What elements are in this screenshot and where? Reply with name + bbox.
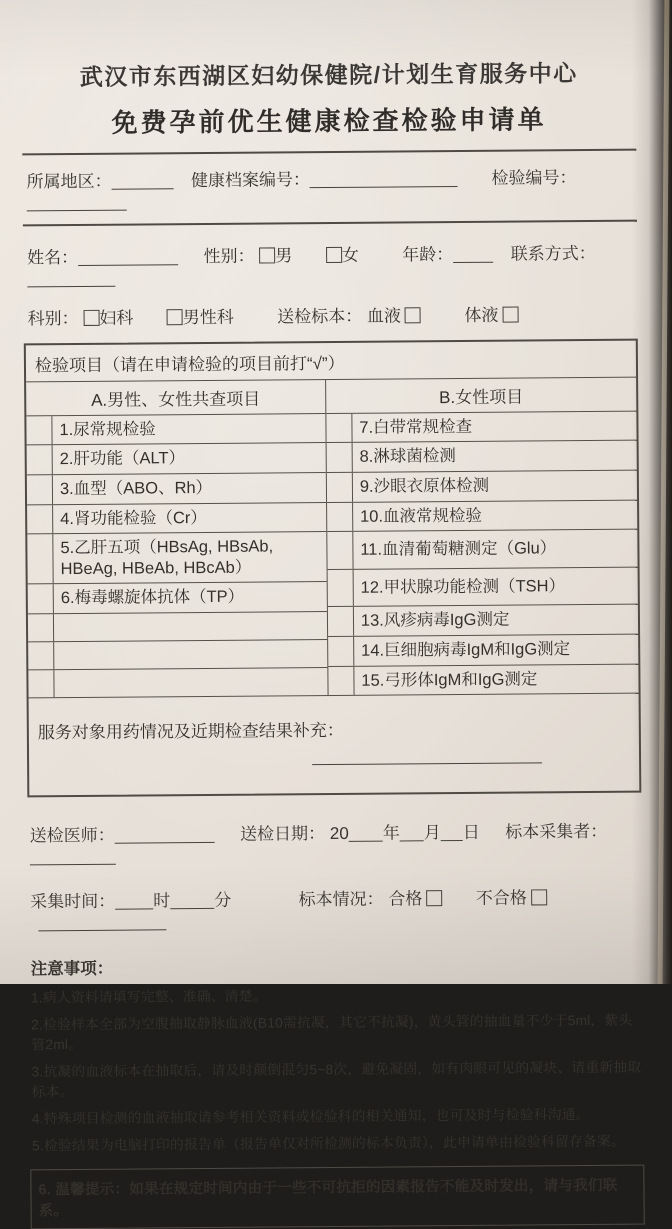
item-label: 9.沙眼衣原体检测 bbox=[359, 476, 490, 496]
tick-cell bbox=[327, 473, 353, 502]
doctor-blank bbox=[115, 824, 215, 844]
table-row bbox=[27, 443, 326, 475]
tick-cell bbox=[27, 475, 53, 504]
table-row bbox=[27, 503, 326, 535]
tick-cell bbox=[327, 502, 353, 531]
tick-cell bbox=[326, 414, 352, 443]
table-row bbox=[328, 605, 638, 637]
year-label: 年 bbox=[382, 823, 400, 843]
name-label: 姓名： bbox=[27, 247, 79, 268]
dept-label: 科别： bbox=[27, 308, 79, 329]
item-label: 12.甲状腺功能检测（TSH） bbox=[360, 576, 566, 597]
region-blank bbox=[111, 170, 173, 189]
status-blank bbox=[38, 911, 166, 931]
item-label: 6.梅毒螺旋体抗体（TP） bbox=[60, 588, 245, 608]
contact-label: 联系方式： bbox=[510, 243, 596, 264]
tick-cell bbox=[27, 446, 53, 475]
item-label: 3.血型（ABO、Rh） bbox=[59, 478, 213, 499]
notes-heading: 注意事项： bbox=[30, 959, 114, 979]
supplement-section bbox=[29, 693, 640, 796]
table-row bbox=[327, 567, 637, 607]
checkbox-gynecology bbox=[83, 310, 99, 326]
table-row bbox=[327, 471, 637, 503]
item-label: 7.白带常规检查 bbox=[359, 417, 473, 437]
collector-blank bbox=[30, 846, 116, 866]
region-label: 所属地区： bbox=[26, 171, 112, 192]
day-blank bbox=[441, 822, 463, 841]
table-row bbox=[327, 530, 637, 570]
tick-cell bbox=[327, 532, 353, 569]
specimen-label: 送检标本： bbox=[277, 306, 363, 327]
item-label: 4.肾功能检验（Cr） bbox=[60, 508, 207, 528]
item-label: 14.巨细胞病毒IgM和IgG测定 bbox=[361, 640, 571, 660]
tick-cell bbox=[26, 416, 52, 445]
header-row-ids bbox=[22, 151, 637, 227]
item-label: 13.风疹病毒IgG测定 bbox=[360, 611, 510, 631]
tick-cell bbox=[28, 670, 54, 697]
checkbox-blood bbox=[405, 307, 421, 323]
checkbox-qualified bbox=[426, 890, 442, 906]
hour-blank bbox=[115, 891, 153, 910]
checkbox-unqualified bbox=[531, 889, 547, 905]
tick-cell bbox=[328, 607, 354, 636]
table-row bbox=[328, 664, 638, 695]
table-row bbox=[26, 414, 325, 446]
checkbox-male bbox=[259, 247, 275, 263]
header-row-person bbox=[23, 238, 637, 289]
minute-blank bbox=[170, 890, 214, 909]
tick-cell bbox=[326, 443, 352, 472]
dept-gyn-label: 妇科 bbox=[99, 308, 134, 328]
table-row bbox=[326, 411, 636, 443]
male-label: 男 bbox=[275, 246, 293, 266]
status-label: 标本情况： bbox=[298, 889, 384, 910]
table-row bbox=[28, 582, 327, 614]
dept-andro-label: 男性科 bbox=[182, 307, 234, 327]
table-row-empty bbox=[28, 668, 327, 697]
age-blank bbox=[453, 244, 493, 263]
form-title: 免费孕前优生健康检查检验申请单 bbox=[111, 104, 547, 138]
tick-cell bbox=[328, 637, 354, 666]
note-item: 3.抗凝的血液标本在抽取后，请及时颠倒混匀5~8次，避免凝固，如有肉眼可见的凝块、请重新抽取标本。 bbox=[31, 1059, 642, 1100]
note-item: 2.检验样本全部为空腹抽取静脉血液(B10需抗凝，其它不抗凝)，黄头管的抽血量不少于5ml，紫头管2ml。 bbox=[31, 1012, 633, 1053]
send-date-label: 送检日期： bbox=[240, 824, 326, 845]
table-row bbox=[27, 532, 326, 585]
table-title: 检验项目（请在申请检验的项目前打“√”） bbox=[26, 340, 636, 382]
sign-row-doctor bbox=[28, 817, 642, 868]
tick-cell bbox=[27, 534, 53, 583]
collect-time-label: 采集时间： bbox=[30, 891, 116, 912]
month-blank bbox=[400, 823, 424, 842]
table-row-empty bbox=[28, 612, 327, 642]
archive-no-blank bbox=[310, 168, 458, 188]
checkbox-female bbox=[326, 247, 342, 263]
minute-label: 分 bbox=[214, 890, 232, 911]
column-a-header: A.男性、女性共查项目 bbox=[26, 380, 325, 416]
tick-cell bbox=[28, 614, 54, 641]
table-row bbox=[27, 473, 326, 505]
sign-row-time bbox=[28, 883, 642, 934]
item-label: 15.弓形体IgM和IgG测定 bbox=[361, 670, 538, 690]
specimen-fluid-label: 体液 bbox=[464, 305, 499, 325]
tick-cell bbox=[328, 667, 354, 696]
item-label: 2.肝功能（ALT） bbox=[59, 449, 186, 469]
female-label: 女 bbox=[341, 245, 359, 265]
archive-no-label: 健康档案编号： bbox=[190, 170, 311, 191]
checkbox-andrology bbox=[167, 309, 183, 325]
day-label: 日 bbox=[462, 823, 480, 843]
supplement-label: 服务对象用药情况及近期检查结果补充： bbox=[37, 721, 344, 743]
test-items-table bbox=[24, 338, 642, 797]
note-item: 5.检验结果为电脑打印的报告单（报告单仅对所检测的标本负责），此申请单由检验科留存备案。 bbox=[32, 1133, 626, 1154]
notes-section bbox=[29, 951, 645, 1155]
year-blank bbox=[349, 823, 383, 842]
gender-label: 性别： bbox=[203, 246, 255, 266]
item-label: 5.乙肝五项（HBsAg, HBsAb, HBeAg, HBeAb, HBcAb） bbox=[60, 537, 274, 578]
tick-cell bbox=[327, 570, 353, 607]
form-page bbox=[21, 0, 645, 1229]
item-label: 10.血液常规检验 bbox=[359, 506, 483, 526]
test-no-blank bbox=[27, 192, 127, 212]
organization-title: 武汉市东西湖区妇幼保健院/计划生育服务中心 bbox=[79, 60, 578, 90]
note-item: 4.特殊项目检测的血液抽取请参考相关资料或检验科的相关通知，也可及时与检验科沟通。 bbox=[31, 1106, 590, 1127]
item-label: 11.血清葡萄糖测定（Glu） bbox=[360, 539, 557, 559]
date-prefix: 20 bbox=[329, 824, 349, 844]
warm-tip-box: 6. 温馨提示：如果在规定时间内由于一些不可抗拒的因素报告不能及时发出，请与我们联系。 bbox=[30, 1165, 644, 1229]
checkbox-fluid bbox=[502, 306, 518, 322]
unqualified-label: 不合格 bbox=[475, 888, 527, 909]
table-row bbox=[328, 635, 638, 667]
qualified-label: 合格 bbox=[388, 889, 423, 909]
table-row-empty bbox=[28, 640, 327, 670]
item-label: 8.淋球菌检测 bbox=[359, 447, 456, 467]
table-row bbox=[327, 500, 637, 532]
column-shared-items bbox=[26, 380, 328, 698]
collector-label: 标本采集者： bbox=[505, 822, 608, 842]
tick-cell bbox=[27, 505, 53, 534]
test-no-label: 检验编号： bbox=[491, 168, 577, 188]
month-label: 月 bbox=[423, 823, 441, 843]
name-blank bbox=[78, 246, 178, 266]
age-label: 年龄： bbox=[402, 244, 454, 265]
doctor-label: 送检医师： bbox=[29, 826, 115, 846]
note-item: 1.病人资料请填写完整、准确、清楚。 bbox=[30, 988, 267, 1006]
contact-blank bbox=[27, 268, 115, 288]
supplement-blank bbox=[312, 762, 542, 766]
header-row-dept bbox=[23, 299, 637, 329]
table-row bbox=[326, 441, 636, 473]
column-female-items bbox=[326, 377, 639, 695]
tick-cell bbox=[28, 642, 54, 669]
specimen-blood-label: 血液 bbox=[366, 306, 402, 326]
column-b-header: B.女性项目 bbox=[326, 377, 636, 413]
item-label: 1.尿常规检验 bbox=[59, 420, 156, 439]
hour-label: 时 bbox=[153, 891, 171, 911]
tick-cell bbox=[28, 585, 54, 614]
